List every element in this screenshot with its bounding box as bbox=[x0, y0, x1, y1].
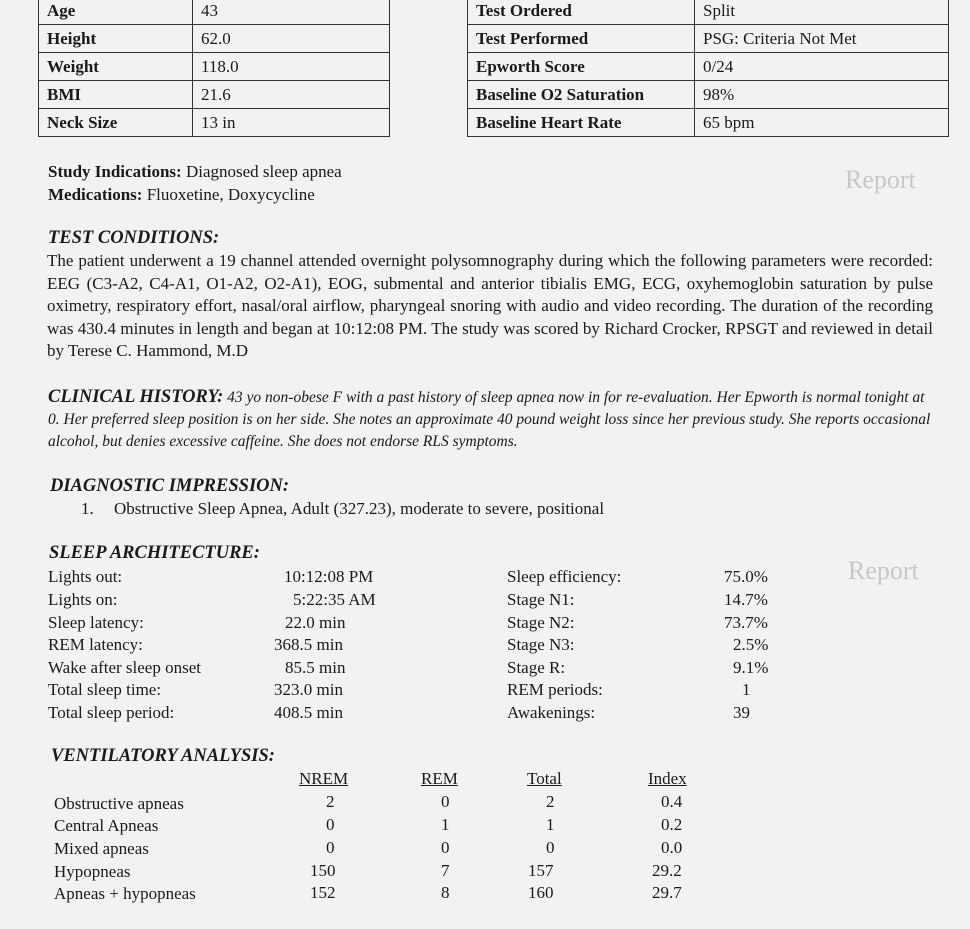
vent-row-rem: 0 bbox=[441, 838, 450, 857]
sleep-architecture-heading: SLEEP ARCHITECTURE: bbox=[49, 543, 260, 563]
weight-label: Weight bbox=[39, 53, 193, 81]
neck-size-label: Neck Size bbox=[39, 109, 193, 137]
stage-n3-value: 2.5% bbox=[733, 635, 769, 654]
vent-row-nrem: 150 bbox=[310, 861, 336, 880]
total-sleep-period-value: 408.5 min bbox=[274, 703, 343, 722]
clinical-history bbox=[48, 386, 932, 453]
total-sleep-time-value: 323.0 min bbox=[274, 680, 343, 699]
stage-n3-label: Stage N3: bbox=[507, 635, 575, 654]
stage-r-value: 9.1% bbox=[733, 658, 769, 677]
table-row bbox=[39, 81, 390, 109]
lights-out-value: 10:12:08 PM bbox=[284, 567, 374, 586]
epworth-score-value: 0/24 bbox=[695, 53, 949, 81]
table-row bbox=[39, 25, 390, 53]
vent-row-rem: 1 bbox=[441, 815, 450, 834]
bleed-through-text: Report bbox=[845, 165, 916, 194]
baseline-o2-label: Baseline O2 Saturation bbox=[468, 81, 695, 109]
rem-periods-value: 1 bbox=[742, 680, 751, 699]
waso-value: 85.5 min bbox=[285, 658, 346, 677]
test-conditions-heading: TEST CONDITIONS: bbox=[48, 228, 220, 248]
vent-row-index: 0.0 bbox=[661, 838, 683, 857]
table-row bbox=[468, 0, 949, 25]
rem-periods-label: REM periods: bbox=[507, 680, 603, 699]
col-rem-header: REM bbox=[421, 769, 458, 788]
vent-row-total: 1 bbox=[546, 815, 555, 834]
vent-row-rem: 8 bbox=[441, 883, 450, 902]
stage-n2-value: 73.7% bbox=[724, 613, 768, 632]
table-row bbox=[39, 53, 390, 81]
table-row bbox=[468, 53, 949, 81]
study-indications bbox=[48, 161, 342, 184]
sleep-latency-value: 22.0 min bbox=[285, 613, 346, 632]
lights-on-value: 5:22:35 AM bbox=[293, 590, 376, 609]
stage-r-label: Stage R: bbox=[507, 658, 566, 677]
diagnostic-impression-heading: DIAGNOSTIC IMPRESSION: bbox=[50, 476, 290, 496]
vent-row-index: 29.2 bbox=[652, 861, 682, 880]
lights-out-label: Lights out: bbox=[48, 567, 123, 586]
col-nrem-header: NREM bbox=[299, 769, 349, 788]
clinical-history-text: 43 yo non-obese F with a past history of sleep apnea now in for re-evaluation. Her Epworth is normal tonight at 0. Her preferred sleep position is on her side. She notes an approximate 40 pound weight loss since her previous study. She reports occasional alcohol, but denies excessive caffeine. She does not endorse RLS symptoms. bbox=[48, 389, 931, 450]
baseline-hr-value: 65 bpm bbox=[695, 109, 949, 137]
vent-row-index: 0.4 bbox=[661, 792, 683, 811]
height-value: 62.0 bbox=[193, 25, 390, 53]
age-value: 43 bbox=[193, 0, 390, 25]
total-sleep-period-label: Total sleep period: bbox=[48, 703, 175, 722]
study-indications-label: Study Indications: bbox=[48, 162, 182, 181]
vent-row-label: Obstructive apneas bbox=[54, 794, 184, 813]
waso-label: Wake after sleep onset bbox=[48, 658, 201, 677]
rem-latency-label: REM latency: bbox=[48, 635, 143, 654]
vent-row-index: 29.7 bbox=[652, 883, 682, 902]
table-row bbox=[468, 81, 949, 109]
test-conditions-text: The patient underwent a 19 channel attended overnight polysomnography during which the following parameters were recorded: EEG (C3-A2, C4-A1, O1-A2, O2-A1), EOG, submental and anterior tibialis EMG, ECG, oxyhemoglobin saturation by pulse oximetry, respiratory effort, nasal/oral airflow, pharyngeal snoring with audio and video recording. The duration of the recording was 430.4 minutes in length and began at 10:12:08 PM. The study was scored by Richard Crocker, RPSGT and reviewed in detail by Terese C. Hammond, M.D bbox=[47, 251, 933, 360]
vent-row-nrem: 0 bbox=[326, 815, 335, 834]
baseline-o2-value: 98% bbox=[695, 81, 949, 109]
vent-row-total: 157 bbox=[528, 861, 554, 880]
diagnosis-number: 1. bbox=[81, 499, 94, 518]
baseline-hr-label: Baseline Heart Rate bbox=[468, 109, 695, 137]
vent-row-label: Mixed apneas bbox=[54, 839, 149, 858]
height-label: Height bbox=[39, 25, 193, 53]
clinical-history-heading: CLINICAL HISTORY: bbox=[48, 387, 224, 407]
rem-latency-value: 368.5 min bbox=[274, 635, 343, 654]
awakenings-value: 39 bbox=[733, 703, 750, 722]
stage-n2-label: Stage N2: bbox=[507, 613, 575, 632]
patient-info-table bbox=[38, 0, 390, 137]
bmi-value: 21.6 bbox=[193, 81, 390, 109]
sleep-efficiency-value: 75.0% bbox=[724, 567, 768, 586]
vent-row-nrem: 152 bbox=[310, 883, 336, 902]
vent-row-total: 0 bbox=[546, 838, 555, 857]
vent-row-label: Hypopneas bbox=[54, 862, 131, 881]
table-row bbox=[468, 25, 949, 53]
vent-row-rem: 7 bbox=[441, 861, 450, 880]
table-row bbox=[39, 109, 390, 137]
bmi-label: BMI bbox=[39, 81, 193, 109]
vent-row-label: Apneas + hypopneas bbox=[54, 884, 196, 903]
stage-n1-value: 14.7% bbox=[724, 590, 768, 609]
study-indications-value: Diagnosed sleep apnea bbox=[181, 162, 342, 181]
vent-row-total: 160 bbox=[528, 883, 554, 902]
age-label: Age bbox=[39, 0, 193, 25]
medications bbox=[48, 184, 315, 207]
vent-row-label: Central Apneas bbox=[54, 816, 159, 835]
vent-row-nrem: 2 bbox=[326, 792, 335, 811]
vent-row-rem: 0 bbox=[441, 792, 450, 811]
epworth-score-label: Epworth Score bbox=[468, 53, 695, 81]
medications-label: Medications: bbox=[48, 185, 143, 204]
test-ordered-value: Split bbox=[695, 0, 949, 25]
test-info-table bbox=[467, 0, 949, 137]
lights-on-label: Lights on: bbox=[48, 590, 118, 609]
vent-row-nrem: 0 bbox=[326, 838, 335, 857]
weight-value: 118.0 bbox=[193, 53, 390, 81]
test-performed-label: Test Performed bbox=[468, 25, 695, 53]
bleed-through-text: Report bbox=[848, 556, 919, 585]
table-row bbox=[468, 109, 949, 137]
medications-value: Fluoxetine, Doxycycline bbox=[142, 185, 315, 204]
neck-size-value: 13 in bbox=[193, 109, 390, 137]
sleep-efficiency-label: Sleep efficiency: bbox=[507, 567, 622, 586]
diagnosis-text: Obstructive Sleep Apnea, Adult (327.23), moderate to severe, positional bbox=[114, 499, 605, 518]
awakenings-label: Awakenings: bbox=[507, 703, 596, 722]
total-sleep-time-label: Total sleep time: bbox=[48, 680, 162, 699]
sleep-latency-label: Sleep latency: bbox=[48, 613, 144, 632]
col-index-header: Index bbox=[648, 769, 687, 788]
ventilatory-analysis-heading: VENTILATORY ANALYSIS: bbox=[51, 746, 275, 766]
stage-n1-label: Stage N1: bbox=[507, 590, 575, 609]
test-ordered-label: Test Ordered bbox=[468, 0, 695, 25]
col-total-header: Total bbox=[527, 769, 562, 788]
table-row bbox=[39, 0, 390, 25]
vent-row-total: 2 bbox=[546, 792, 555, 811]
test-performed-value: PSG: Criteria Not Met bbox=[695, 25, 949, 53]
vent-row-index: 0.2 bbox=[661, 815, 683, 834]
